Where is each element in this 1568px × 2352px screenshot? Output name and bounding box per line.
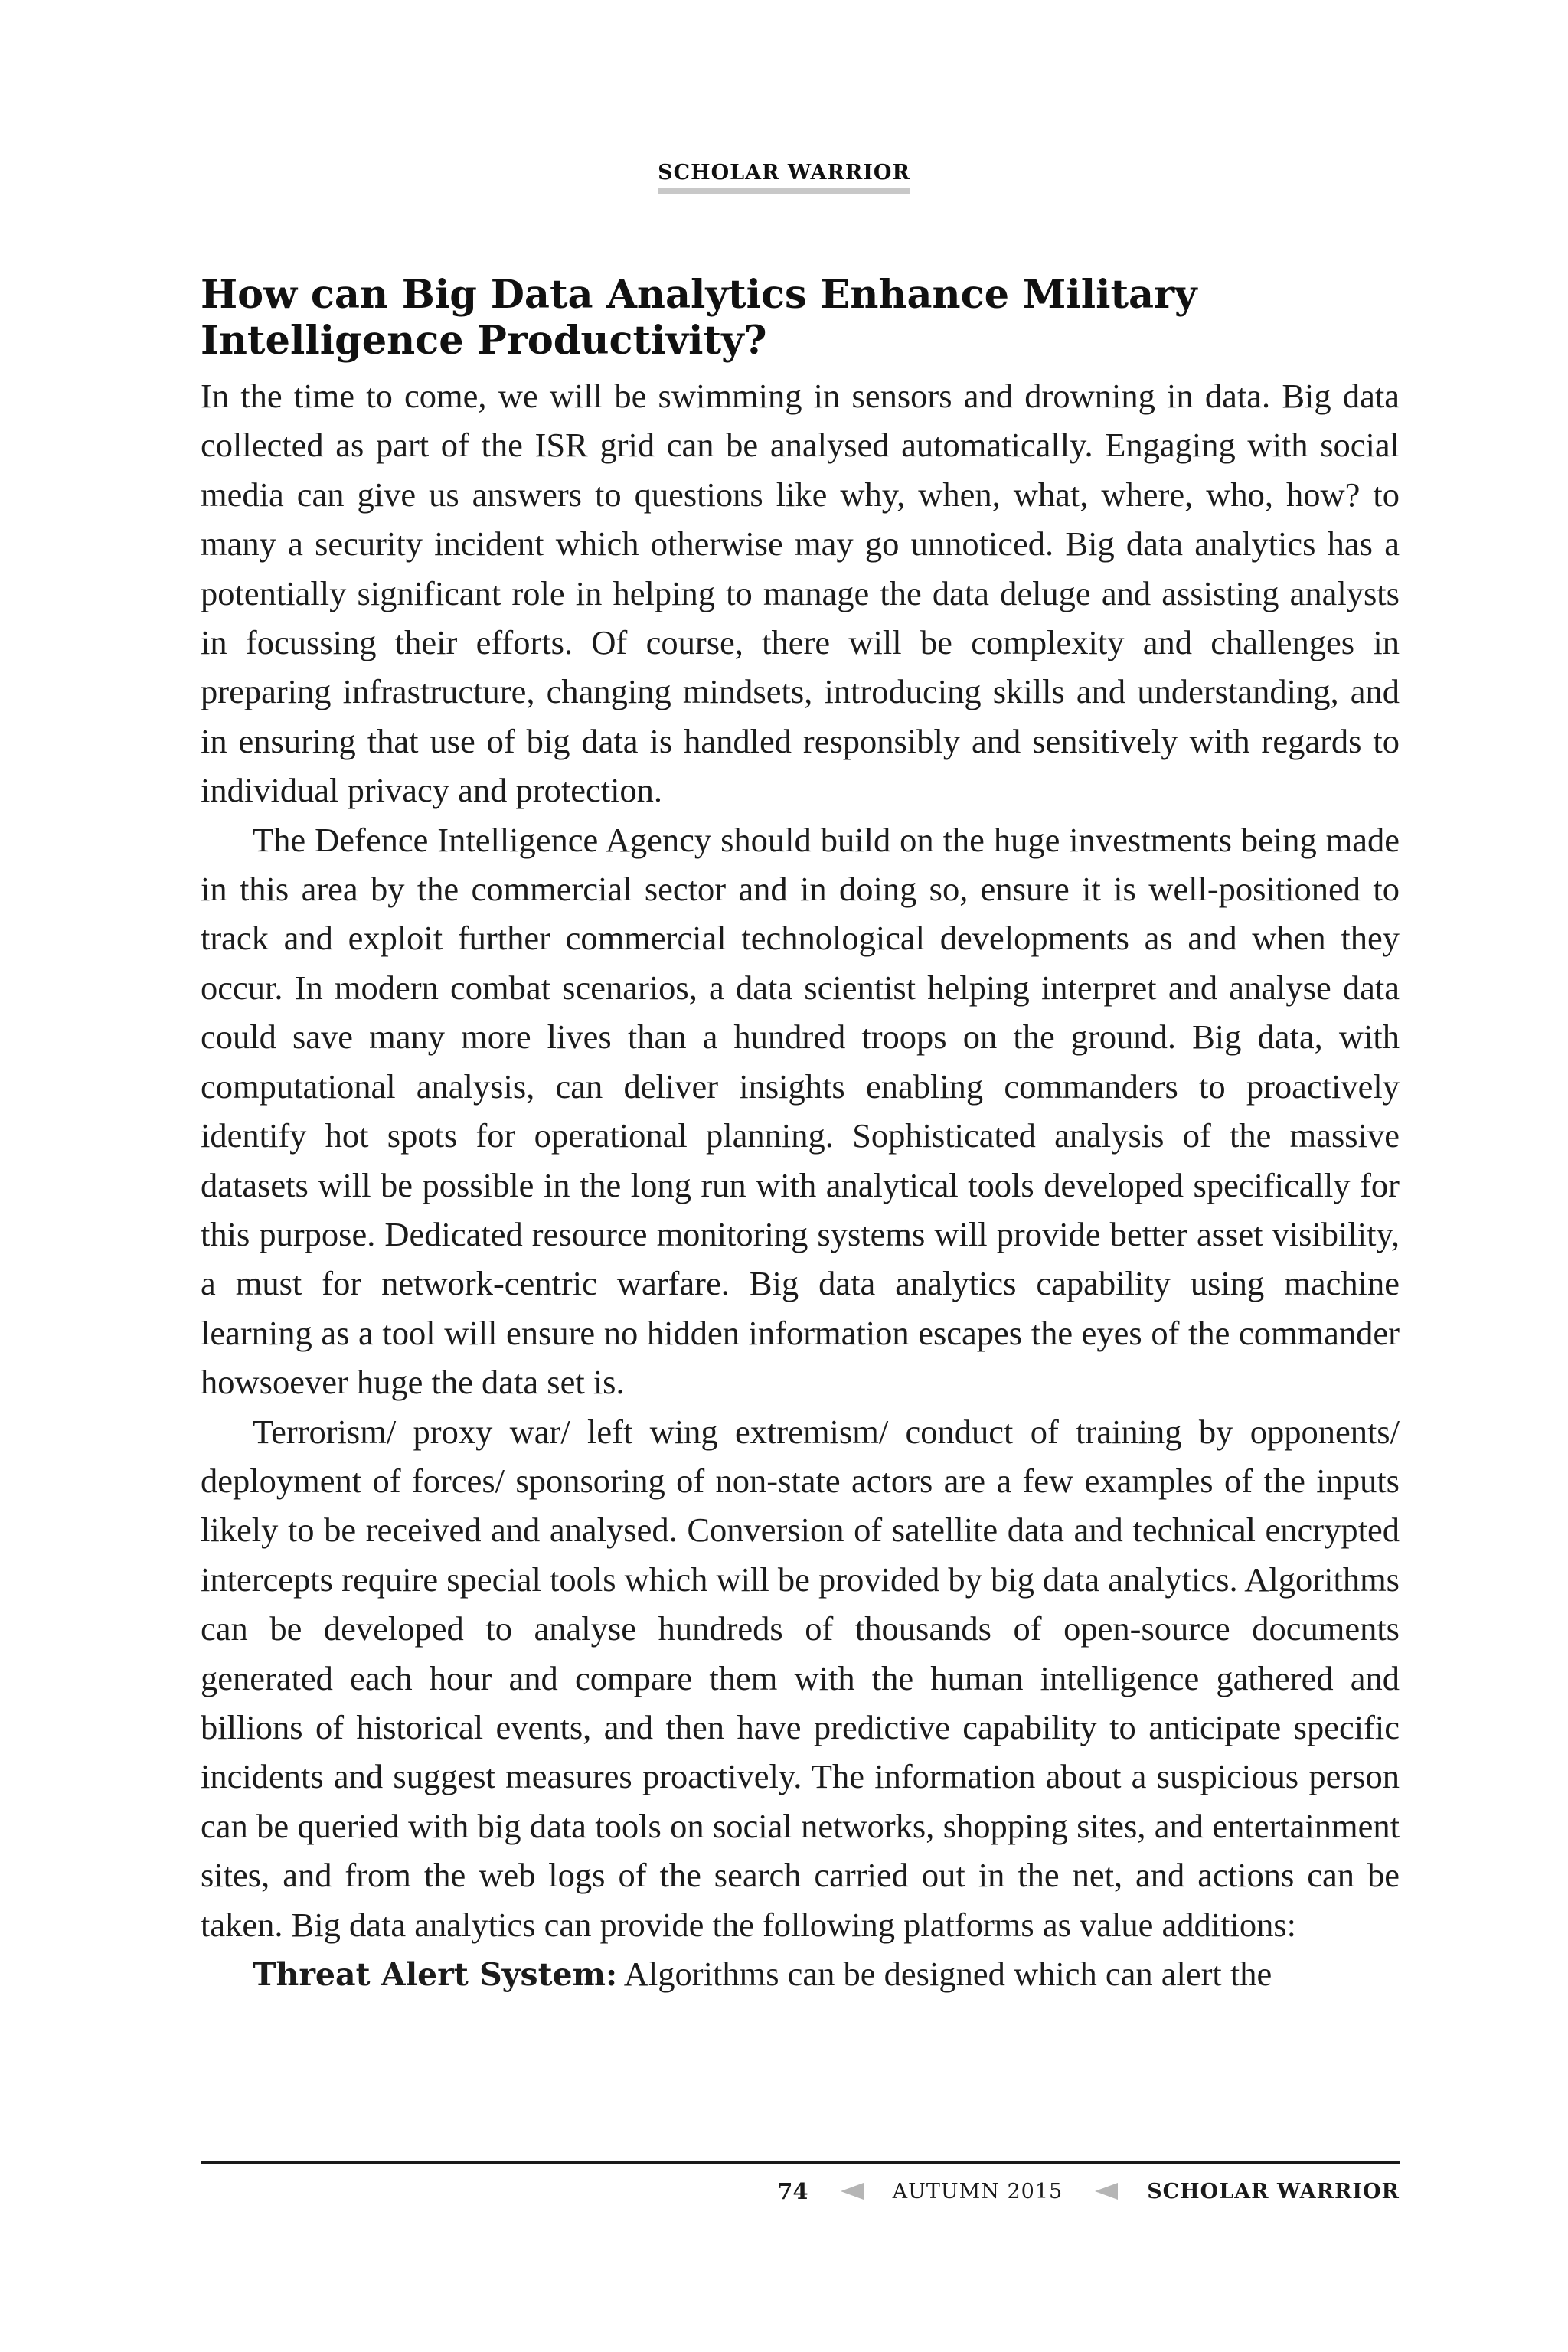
left-arrow-icon — [841, 2183, 864, 2200]
page-footer — [201, 2176, 1400, 2207]
threat-alert-system-lead: Threat Alert System: — [253, 1956, 618, 1993]
issue-label: AUTUMN 2015 — [892, 2179, 1063, 2203]
footer-rule — [201, 2161, 1400, 2164]
threat-alert-system-text: Algorithms can be designed which can alert the — [617, 1955, 1272, 1993]
running-header — [0, 161, 1568, 194]
body-paragraph-2: The Defence Intelligence Agency should build on the huge investments being made in this area by the commercial sector and in doing so, ensure it is well-positioned to track and exploit further commercial technological developments as and when they occur. In modern combat scenarios, a data scientist helping interpret and analyse data could save many more lives than a hundred troops on the ground. Big data, with computational analysis, can deliver insights enabling commanders to proactively identify hot spots for operational planning. Sophisticated analysis of the massive datasets will be possible in the long run with analytical tools developed specifically for this purpose. Dedicated resource monitoring systems will provide better asset visibility, a must for network-centric warfare. Big data analytics capability using machine learning as a tool will ensure no hidden information escapes the eyes of the commander howsoever huge the data set is. — [201, 820, 1400, 1402]
page-number: 74 — [777, 2178, 808, 2204]
journal-title: SCHOLAR WARRIOR — [1147, 2179, 1400, 2203]
running-header-title: SCHOLAR WARRIOR — [658, 161, 910, 194]
body-paragraph-3: Terrorism/ proxy war/ left wing extremism/ conduct of training by opponents/ deployment of forces/ sponsoring of non-state actors are a few examples of the inputs likely to be received and analysed. Conversion of satellite data and technical encrypted intercepts require special tools which will be provided by big data analytics. Algorithms can be developed to analyse hundreds of thousands of open-source documents generated each hour and compare them with the human intelligence gathered and billions of historical events, and then have predictive capability to anticipate specific incidents and suggest measures proactively. The information about a suspicious person can be queried with big data tools on social networks, shopping sites, and entertainment sites, and from the web logs of the search carried out in the net, and actions can be taken. Big data analytics can provide the following platforms as value additions: — [201, 1412, 1400, 1944]
left-arrow-icon — [1095, 2183, 1118, 2200]
page-body — [201, 272, 1400, 1999]
body-paragraph-4 — [201, 1949, 1400, 1999]
body-paragraph-1: In the time to come, we will be swimming in sensors and drowning in data. Big data collected as part of the ISR grid can be analysed automatically. Engaging with social media can give us answers to questions like why, when, what, where, who, how? to many a security incident which otherwise may go unnoticed. Big data analytics has a potentially significant role in helping to manage the data deluge and assisting analysts in focussing their efforts. Of course, there will be complexity and challenges in preparing infrastructure, changing mindsets, introducing skills and understanding, and in ensuring that use of big data is handled responsibly and sensitively with regards to individual privacy and protection. — [201, 377, 1400, 810]
section-heading: How can Big Data Analytics Enhance Military Intelligence Productivity? — [201, 272, 1197, 364]
